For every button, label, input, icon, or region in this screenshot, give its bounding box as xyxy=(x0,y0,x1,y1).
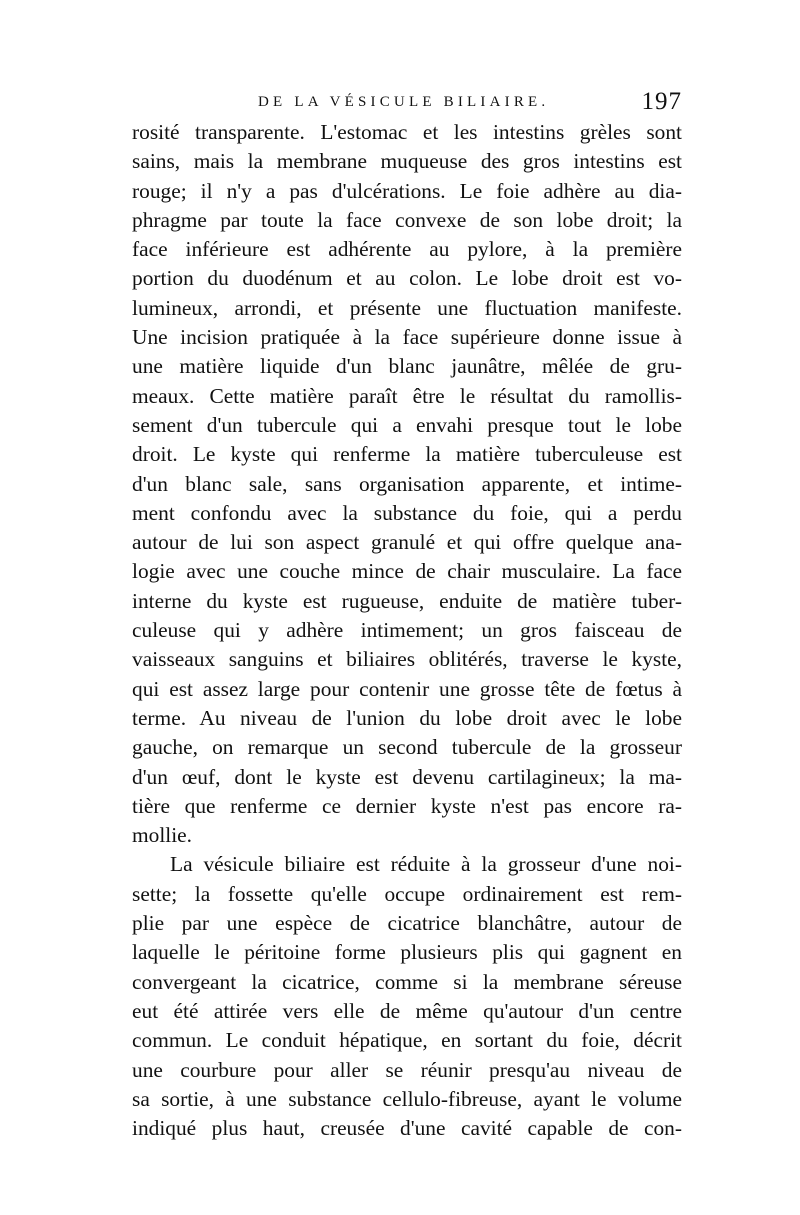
text-line: interne du kyste est rugueuse, enduite de matière tuber- xyxy=(132,588,682,613)
text-line: tière que renferme ce dernier kyste n'est pas encore ra- xyxy=(132,793,682,818)
text-line: rosité transparente. L'estomac et les intestins grèles sont xyxy=(132,120,682,144)
text-line: une courbure pour aller se réunir presqu'au niveau de xyxy=(132,1057,682,1082)
text-line: qui est assez large pour contenir une grosse tête de fœtus à xyxy=(132,676,682,701)
text-line: portion du duodénum et au colon. Le lobe droit est vo- xyxy=(132,266,682,291)
text-line: meaux. Cette matière paraît être le résultat du ramollis- xyxy=(132,383,682,408)
text-line: sa sortie, à une substance cellulo-fibreuse, ayant le volume xyxy=(132,1086,682,1111)
text-line: culeuse qui y adhère intimement; un gros faisceau de xyxy=(132,618,682,643)
text-line: autour de lui son aspect granulé et qui offre quelque ana- xyxy=(132,530,682,555)
body-text xyxy=(132,118,682,1143)
page-number: 197 xyxy=(641,88,682,115)
text-line: sement d'un tubercule qui a envahi presque tout le lobe xyxy=(132,412,682,437)
running-title: DE LA VÉSICULE BILIAIRE. xyxy=(258,94,550,110)
text-line: eut été attirée vers elle de même qu'autour d'un centre xyxy=(132,998,682,1023)
text-line: logie avec une couche mince de chair musculaire. La face xyxy=(132,559,682,584)
text-line: vaisseaux sanguins et biliaires oblitérés, traverse le kyste, xyxy=(132,647,682,672)
text-line: laquelle le péritoine forme plusieurs plis qui gagnent en xyxy=(132,940,682,965)
text-line: face inférieure est adhérente au pylore, à la première xyxy=(132,237,682,262)
text-line: une matière liquide d'un blanc jaunâtre, mêlée de gru- xyxy=(132,354,682,379)
text-line: sains, mais la membrane muqueuse des gros intestins est xyxy=(132,149,682,174)
text-line: La vésicule biliaire est réduite à la grosseur d'une noi- xyxy=(170,852,682,877)
text-line: droit. Le kyste qui renferme la matière tuberculeuse est xyxy=(132,442,682,467)
text-line: Une incision pratiquée à la face supérieure donne issue à xyxy=(132,325,682,350)
text-line: convergeant la cicatrice, comme si la membrane séreuse xyxy=(132,969,682,994)
text-line: lumineux, arrondi, et présente une fluctuation manifeste. xyxy=(132,295,682,320)
text-line: rouge; il n'y a pas d'ulcérations. Le foie adhère au dia- xyxy=(132,178,682,203)
text-line: gauche, on remarque un second tubercule de la grosseur xyxy=(132,735,682,760)
text-line: plie par une espèce de cicatrice blanchâtre, autour de xyxy=(132,911,682,936)
text-line: phragme par toute la face convexe de son lobe droit; la xyxy=(132,207,682,232)
running-head xyxy=(132,88,682,118)
text-line: d'un œuf, dont le kyste est devenu cartilagineux; la ma- xyxy=(132,764,682,789)
text-line: commun. Le conduit hépatique, en sortant du foie, décrit xyxy=(132,1028,682,1053)
text-line: indiqué plus haut, creusée d'une cavité capable de con- xyxy=(132,1116,682,1141)
text-line: d'un blanc sale, sans organisation apparente, et intime- xyxy=(132,471,682,496)
text-line: mollie. xyxy=(132,823,193,848)
text-line: sette; la fossette qu'elle occupe ordinairement est rem- xyxy=(132,881,682,906)
text-line: terme. Au niveau de l'union du lobe droit avec le lobe xyxy=(132,705,682,730)
text-line: ment confondu avec la substance du foie, qui a perdu xyxy=(132,500,682,525)
